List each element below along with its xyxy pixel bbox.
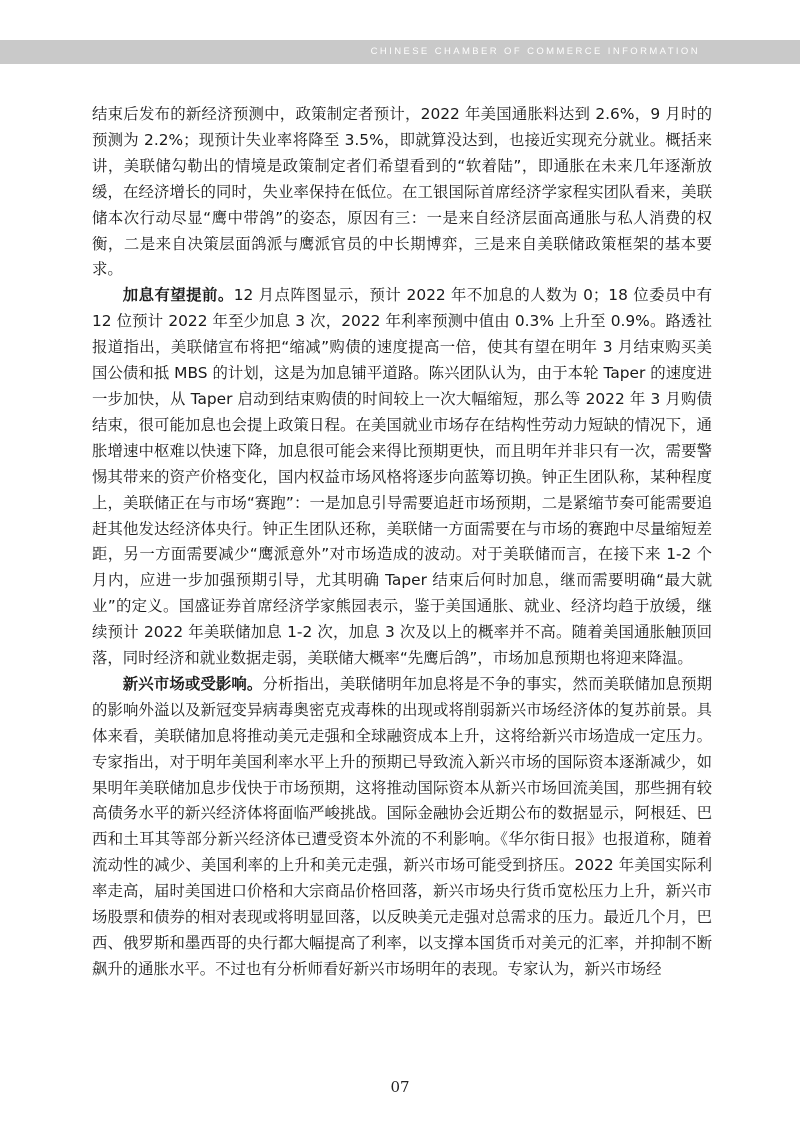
paragraph-text: 12 月点阵图显示，预计 2022 年不加息的人数为 0；18 位委员中有 12 位预计 2022 年至少加息 3 次，2022 年利率预测中值由 0.3% 上升至 0.9%。路透社报道指出，美联储宣布将把“缩减”购债的速度提高一倍，使其有望在明年 3 月结束购买美国公债和抵 MBS 的计划，这是为加息铺平道路。陈兴团队认为，由于本轮 Taper 的速度进一步加快，从 Taper 启动到结束购债的时间较上一次大幅缩短，那么等 2022 年 3 月购债结束，很可能加息也会提上政策日程。在美国就业市场存在结构性劳动力短缺的情况下，通胀增速中枢难以快速下降，加息很可能会来得比预期更快，而且明年并非只有一次，需要警惕其带来的资产价格变化，国内权益市场风格将逐步向蓝筹切换。钟正生团队称，某种程度上，美联储正在与市场“赛跑”：一是加息引导需要追赶市场预期，二是紧缩节奏可能需要追赶其他发达经济体央行。钟正生团队还称，美联储一方面需要在与市场的赛跑中尽量缩短差距，另一方面需要减少“鹰派意外”对市场造成的波动。对于美联储而言，在接下来 1-2 个月内，应进一步加强预期引导，尤其明确 Taper 结束后何时加息，继而需要明确“最大就业”的定义。国盛证券首席经济学家熊园表示，鉴于美国通胀、就业、经济均趋于放缓，继续预计 2022 年美联储加息 1-2 次，加息 3 次及以上的概率并不高。随着美国通胀触顶回落，同时经济和就业数据走弱，美联储大概率“先鹰后鸽”，市场加息预期也将迎来降温。 — [92, 286, 712, 668]
paragraph-text: 结束后发布的新经济预测中，政策制定者预计，2022 年美国通胀料达到 2.6%，9 月时的预测为 2.2%；现预计失业率将降至 3.5%，即就算没达到，也接近实现充分就业。概括来讲，美联储勾勒出的情境是政策制定者们希望看到的“软着陆”，即通胀在未来几年逐渐放缓，在经济增长的同时，失业率保持在低位。在工银国际首席经济学家程实团队看来，美联储本次行动尽显“鹰中带鸽”的姿态，原因有三：一是来自经济层面高通胀与私人消费的权衡，二是来自决策层面鸽派与鹰派官员的中长期博弈，三是来自美联储政策框架的基本要求。 — [92, 105, 712, 279]
paragraph-text: 分析指出，美联储明年加息将是不争的事实，然而美联储加息预期的影响外溢以及新冠变异病毒奥密克戎毒株的出现或将削弱新兴市场经济体的复苏前景。具体来看，美联储加息将推动美元走强和全球融资成本上升，这将给新兴市场造成一定压力。专家指出，对于明年美国利率水平上升的预期已导致流入新兴市场的国际资本逐渐减少，如果明年美联储加息步伐快于市场预期，这将推动国际资本从新兴市场回流美国，那些拥有较高债务水平的新兴经济体将面临严峻挑战。国际金融协会近期公布的数据显示，阿根廷、巴西和土耳其等部分新兴经济体已遭受资本外流的不利影响。《华尔街日报》也报道称，随着流动性的减少、美国利率的上升和美元走强，新兴市场可能受到挤压。2022 年美国实际利率走高，届时美国进口价格和大宗商品价格回落，新兴市场央行货币宽松压力上升，新兴市场股票和债券的相对表现或将明显回落，以反映美元走强对总需求的压力。最近几个月，巴西、俄罗斯和墨西哥的央行都大幅提高了利率，以支撑本国货币对美元的汇率，并抑制不断飙升的通胀水平。不过也有分析师看好新兴市场明年的表现。专家认为，新兴市场经 — [92, 674, 712, 978]
paragraph-emerging-markets — [92, 672, 712, 983]
paragraph-lead: 新兴市场或受影响。 — [122, 674, 263, 693]
header-band — [0, 40, 800, 64]
paragraph-lead: 加息有望提前。 — [122, 286, 234, 305]
page-number: 07 — [390, 1078, 410, 1096]
publication-title: CHINESE CHAMBER OF COMMERCE INFORMATION — [370, 46, 700, 57]
paragraph-rate-hike — [92, 283, 712, 672]
article-body — [92, 102, 712, 983]
paragraph-continuation — [92, 102, 712, 283]
